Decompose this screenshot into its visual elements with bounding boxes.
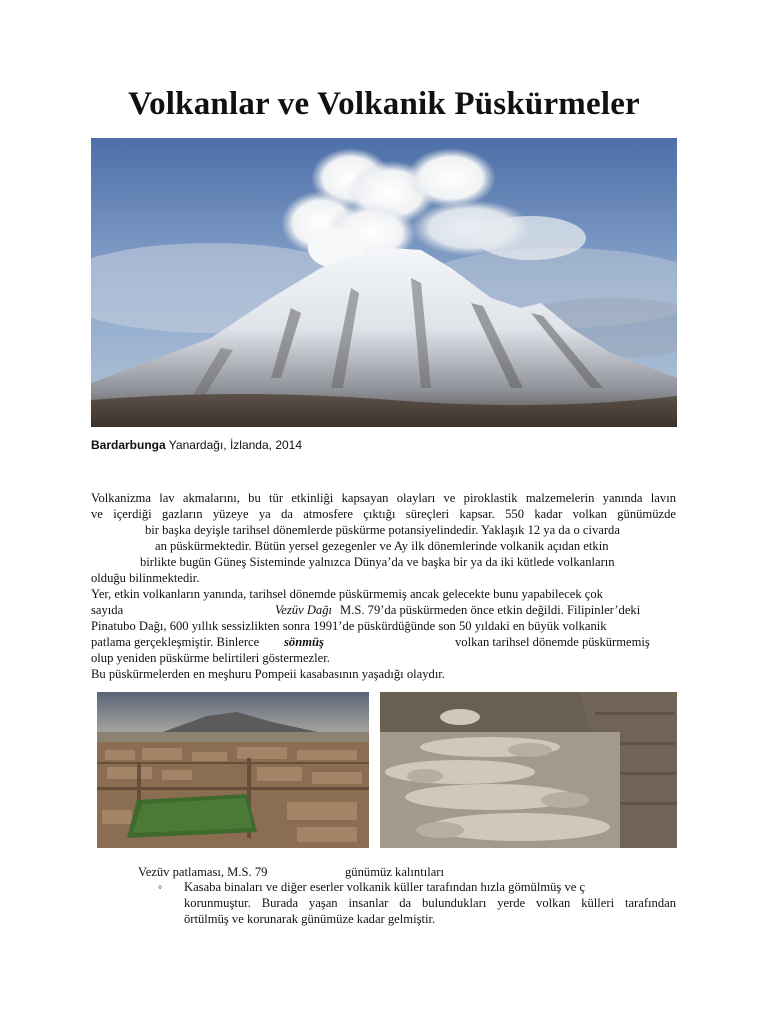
document-title: Volkanlar ve Volkanik Püskürmeler	[128, 86, 640, 122]
bullet-line: örtülmüş ve korunarak günümüze kadar gelmiştir.	[184, 912, 436, 926]
body-line: patlama gerçekleşmiştir. Binlerce	[91, 635, 260, 649]
volcano-photo	[91, 138, 677, 427]
body-line: ve içerdiği gazların yüzeye ya da atmosfere çıktığı süreçleri kapsar. 550 kadar volkan günümüzde	[91, 507, 676, 521]
body-line: Bu püskürmelerden en meşhuru Pompeii kasabasının yaşadığı olaydır.	[91, 667, 445, 681]
body-line: Yer, etkin volkanların yanında, tarihsel dönemde püskürmemiş ancak gelecekte bunu yapabilecek çok	[91, 587, 603, 601]
body-line: M.S. 79’da püskürmeden önce etkin değildi. Filipinler’deki	[340, 603, 641, 617]
body-line: birlikte bugün Güneş Sisteminde yalnızca Dünya’da ve başka bir ya da iki kütlede volkanların	[140, 555, 615, 569]
pompeii-aerial-photo	[97, 692, 369, 848]
pompeii-casts-photo	[380, 692, 677, 848]
body-line: volkan tarihsel dönemde püskürmemiş	[455, 635, 650, 649]
body-line: sayıda	[91, 603, 124, 617]
body-line: olduğu bilinmektedir.	[91, 571, 200, 585]
body-line-italic: Vezüv Dağı	[275, 603, 333, 617]
body-line: Volkanizma lav akmalarını, bu tür etkinliği kapsayan olayları ve piroklastik malzemelerin yanında lavın	[91, 491, 676, 505]
body-line: olup yeniden püskürme belirtileri göstermezler.	[91, 651, 330, 665]
bullet-line: Kasaba binaları ve diğer eserler volkanik küller tarafından hızla gömülmüş ve ç	[184, 880, 586, 894]
hero-caption-text: Yanardağı, İzlanda, 2014	[165, 438, 303, 452]
photo-caption-right: günümüz kalıntıları	[345, 865, 444, 879]
hero-caption	[91, 438, 302, 452]
hero-caption-bold: Bardarbunga	[91, 438, 166, 452]
body-line: Pinatubo Dağı, 600 yıllık sessizlikten sonra 1991’de püskürdüğünde son 50 yıldaki en büyük volkanik	[91, 619, 607, 633]
bullet-line: korunmuştur. Burada yaşan insanlar da bulundukları yerde volkan külleri tarafından	[184, 896, 676, 910]
body-line: bir başka deyişle tarihsel dönemlerde püskürme potansiyelindedir. Yaklaşık 12 ya da o civarda	[145, 523, 620, 537]
body-line-emphasis: sönmüş	[284, 635, 324, 649]
bullet-symbol: ◦	[158, 880, 163, 894]
body-line: an püskürmektedir. Bütün yersel gezegenler ve Ay ilk dönemlerinde volkanik açıdan etkin	[155, 539, 609, 553]
photo-caption-left: Vezüv patlaması, M.S. 79	[138, 865, 268, 879]
